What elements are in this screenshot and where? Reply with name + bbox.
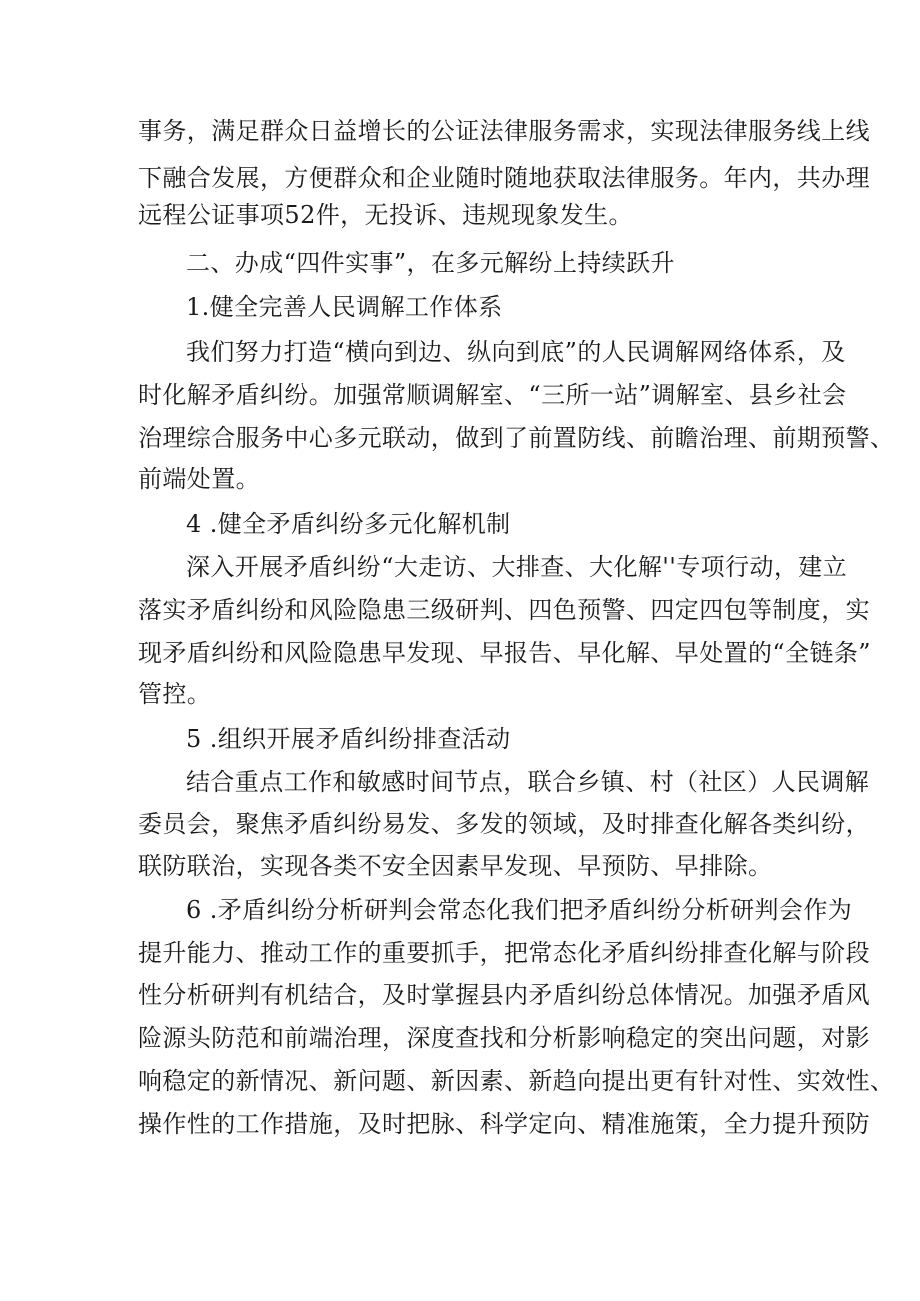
text-line: 前端处置。 — [138, 465, 260, 493]
text-line: 深入开展矛盾纠纷“大走访、大排查、大化解''专项行动，建立 — [186, 553, 848, 581]
text-line: 现矛盾纠纷和风险隐患早发现、早报告、早化解、早处置的“全链条” — [138, 639, 871, 667]
text-line: 下融合发展，方便群众和企业随时随地获取法律服务。年内，共办理 — [138, 164, 870, 192]
subsection-heading: 1.健全完善人民调解工作体系 — [186, 293, 503, 321]
subsection-heading: 5 .组织开展矛盾纠纷排查活动 — [186, 725, 511, 753]
text-line: 远程公证事项52件，无投诉、违规现象发生。 — [138, 201, 633, 229]
text-line: 响稳定的新情况、新问题、新因素、新趋向提出更有针对性、实效性、 — [138, 1067, 895, 1095]
text-line: 结合重点工作和敏感时间节点，联合乡镇、村（社区）人民调解 — [186, 768, 870, 796]
text-line: 联防联治，实现各类不安全因素早发现、早预防、早排除。 — [138, 852, 773, 880]
text-line: 委员会，聚焦矛盾纠纷易发、多发的领域，及时排查化解各类纠纷， — [138, 810, 870, 838]
text-line: 落实矛盾纠纷和风险隐患三级研判、四色预警、四定四包等制度，实 — [138, 596, 870, 624]
text-line: 提升能力、推动工作的重要抓手，把常态化矛盾纠纷排查化解与阶段 — [138, 939, 870, 967]
section-heading: 二、办成“四件实事”，在多元解纷上持续跃升 — [186, 249, 675, 277]
text-line: 6 .矛盾纠纷分析研判会常态化我们把矛盾纠纷分析研判会作为 — [186, 896, 853, 924]
text-line: 险源头防范和前端治理，深度查找和分析影响稳定的突出问题，对影 — [138, 1024, 870, 1052]
text-line: 管控。 — [138, 680, 212, 708]
text-line: 我们努力打造“横向到边、纵向到底”的人民调解网络体系，及 — [186, 338, 846, 366]
text-line: 性分析研判有机结合，及时掌握县内矛盾纠纷总体情况。加强矛盾风 — [138, 981, 870, 1009]
subsection-heading: 4 .健全矛盾纠纷多元化解机制 — [186, 510, 511, 538]
text-line: 操作性的工作措施，及时把脉、科学定向、精准施策，全力提升预防 — [138, 1110, 870, 1138]
text-line: 治理综合服务中心多元联动，做到了前置防线、前瞻治理、前期预警、 — [138, 424, 895, 452]
text-line: 事务，满足群众日益增长的公证法律服务需求，实现法律服务线上线 — [138, 117, 870, 145]
text-line: 时化解矛盾纠纷。加强常顺调解室、“三所一站”调解室、县乡社会 — [138, 381, 847, 409]
